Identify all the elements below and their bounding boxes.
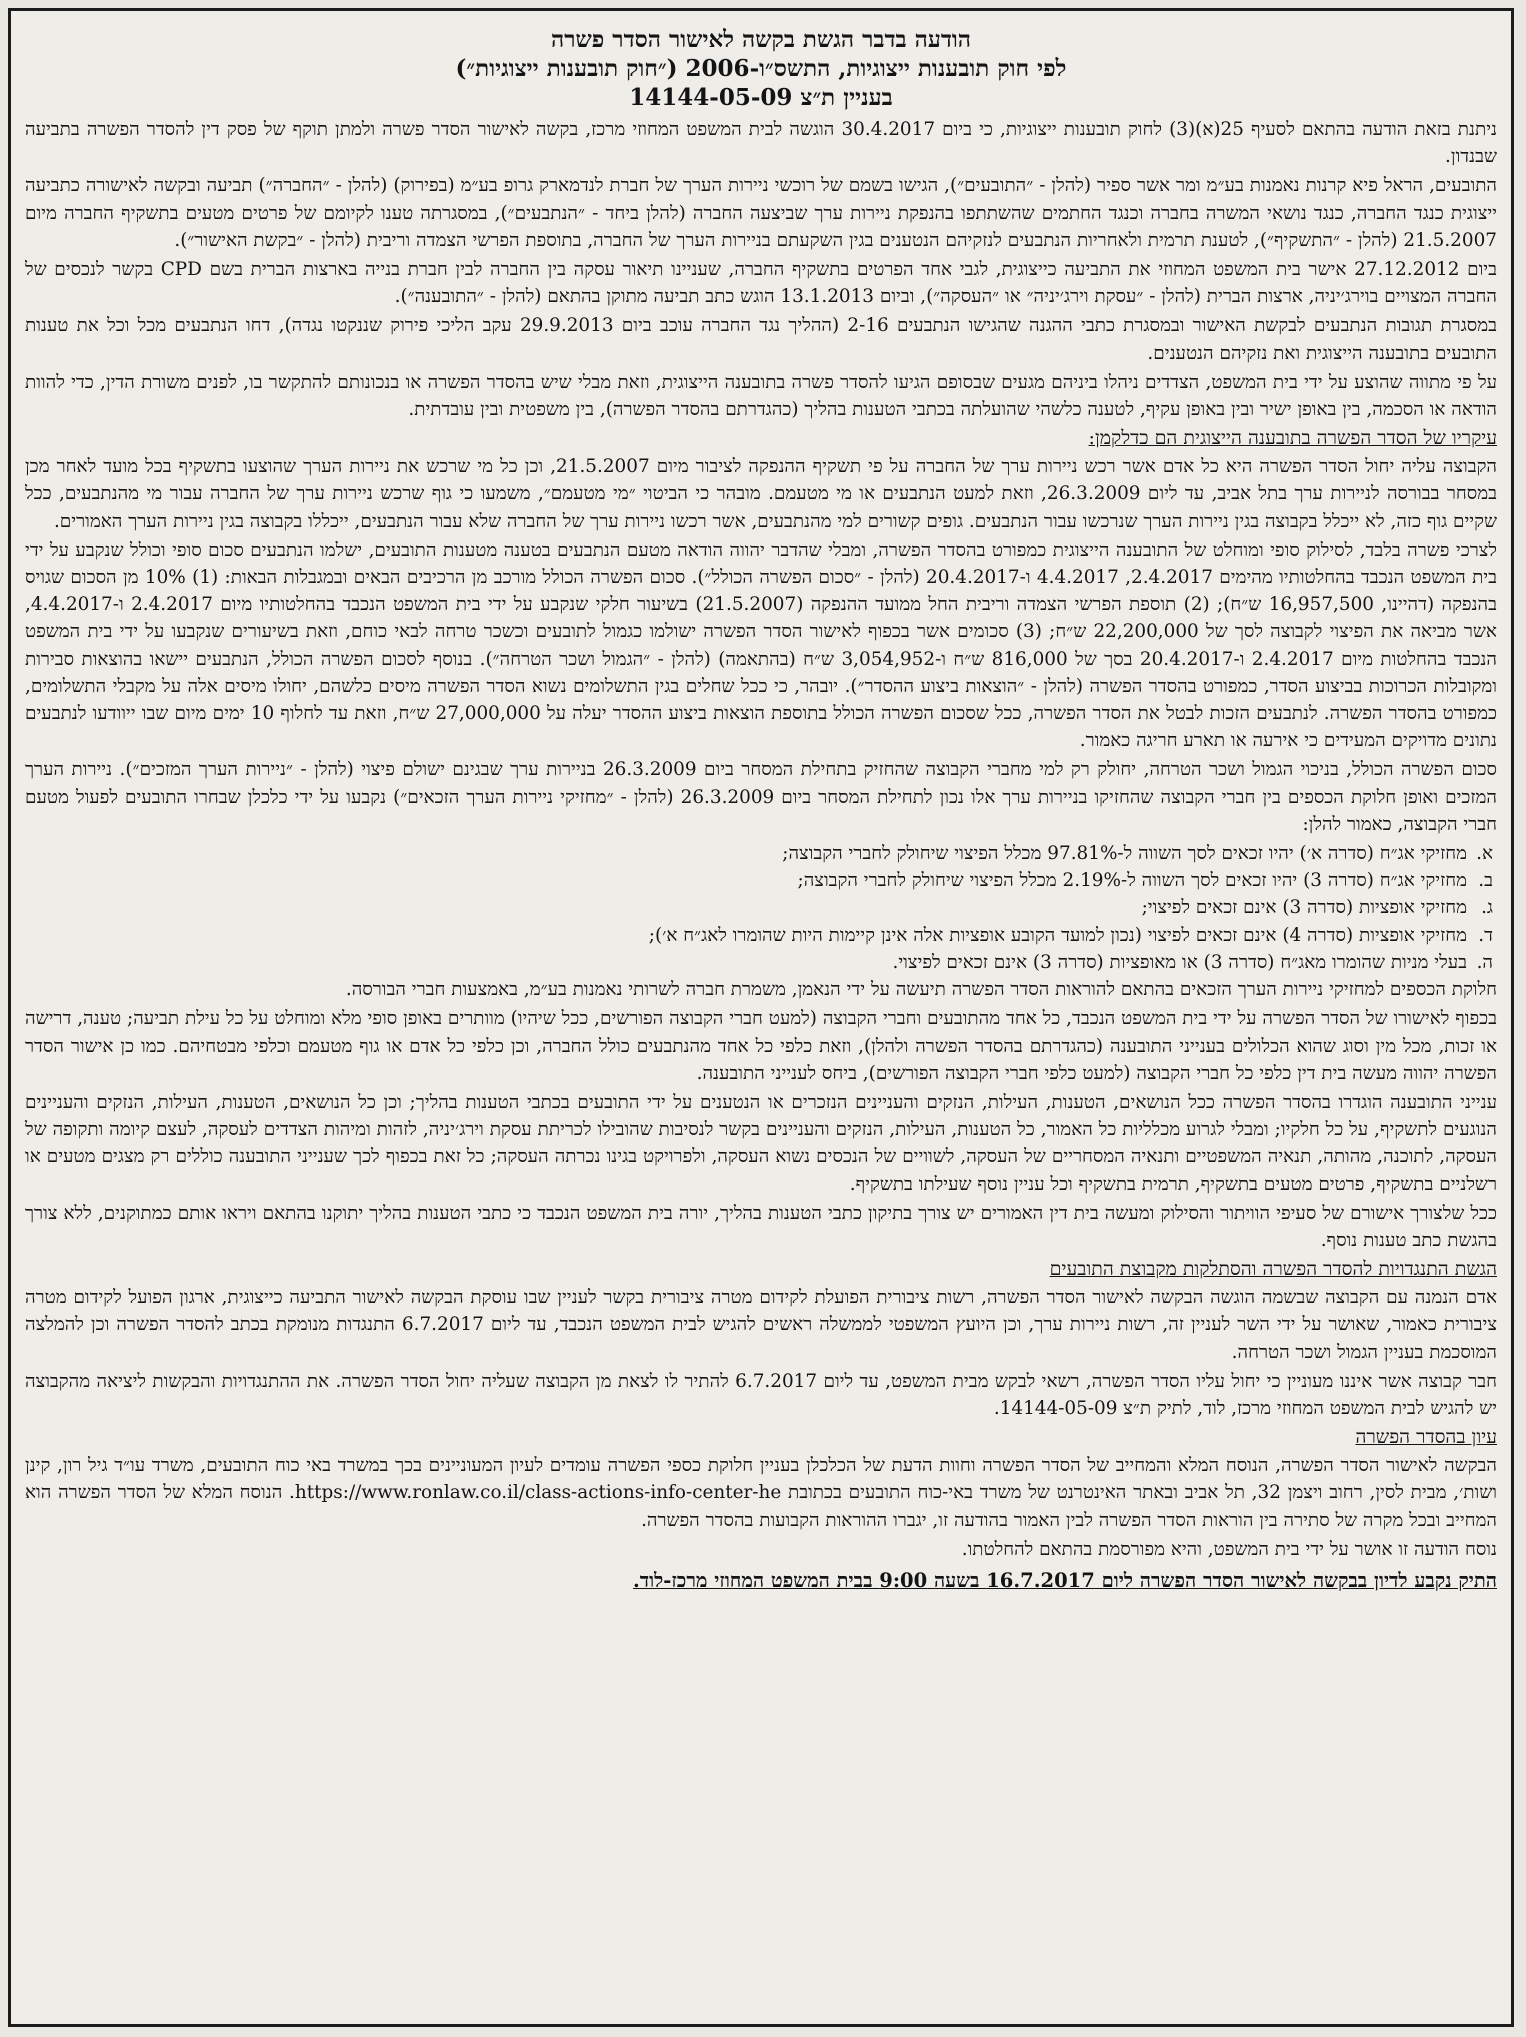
paragraph-opt-out: חבר קבוצה אשר איננו מעוניין כי יחול עליו הסדר הפשרה, רשאי לבקש מבית המשפט, עד ליום 6.7.2017 להתיר לו לצאת מן הקבוצה שעליה יחול הסדר הפשרה. את ההתנגדויות והבקשות ליציאה מהקבוצה יש להגיש לבית המשפט המחוזי מרכז, לוד, לתיק ת״צ 14144-05-09. <box>25 1370 1497 1419</box>
paragraph-waiver: בכפוף לאישורו של הסדר הפשרה על ידי בית המשפט הנכבד, כל אחד מהתובעים וחברי הקבוצה (למעט חברי הקבוצה הפורשים, ככל שיהיו) מוותרים באופן סופי מלא ומוחלט על כל עילת תביעה; טענה, דרישה או זכות, מכל מין וסוג שהוא הכלולים בענייני התובענה (כהגדרתם בהסדר הפשרה ולהלן), וזאת כלפי כל אחד מהנתבעים כולל החברה, וכן כלפי כל אדם או גוף מטעמם וכלפי מבטחיהם. כמו כן אישור הסדר הפשרה יהווה מעשה בית דין כלפי כל חברי הקבוצה (למעט כלפי חברי הקבוצה הפורשים), ביחס לענייני התובענה. <box>25 1008 1497 1084</box>
hearing-date-notice: התיק נקבע לדיון בבקשה לאישור הסדר הפשרה ליום 16.7.2017 בשעה 9:00 בבית המשפט המחוזי מרכז-לוד. <box>633 1568 1497 1592</box>
clause-mark: א. <box>1476 843 1493 865</box>
paragraph-objections: אדם הנמנה עם הקבוצה שבשמה הוגשה הבקשה לאישור הסדר הפשרה, רשות ציבורית הפועלת לקידום מטרה ציבורית בקשר לעניין שבו עוסקת הבקשה לאישור התביעה כייצוגית, ארגון הפועל לקידום מטרה ציבורית כאמור, שאושר על ידי השר לעניין זה, רשות ניירות ערך, וכן היועץ המשפטי לממשלה ראשים להגיש לבית המשפט הנכבד, עד ליום 6.7.2017 התנגדות מנומקת בכתב להסדר הפשרה וכן להמלצה המוסכמת בעניין הגמול ושכר הטרחה. <box>25 1287 1497 1363</box>
paragraph-pleadings-amendment: ככל שלצורך אישורם של סעיפי הוויתור והסילוק ומעשה בית דין האמורים יש צורך בתיקון כתבי הטענות בהליך, יורה בית המשפט הנכבד כי כתבי הטענות בהליך יתוקנו בהתאם ויראו אותם כמתוקנים, ללא צורך בהגשת כתב טענות נוסף. <box>25 1202 1497 1251</box>
paragraph-defense: במסגרת תגובות הנתבעים לבקשת האישור ובמסגרת כתבי ההגנה שהגישו הנתבעים 2-16 (ההליך נגד החברה עוכב ביום 29.9.2013 עקב הליכי פירוק שננקטו נגדה), דחו הנתבעים מכל וכל את טענות התובעים בתובענה הייצוגית ואת נזקיהם הנטענים. <box>25 315 1498 364</box>
clause-text: בעלי מניות שהומרו מאג״ח (סדרה 3) או מאופציות (סדרה 3) אינם זכאים לפיצוי. <box>892 951 1467 973</box>
notice-title: הודעה בדבר הגשת בקשה לאישור הסדר פשרה <box>550 26 972 53</box>
court-notice-page <box>8 8 1514 2027</box>
paragraph-settlement-outline: על פי מתווה שהוצע על ידי בית המשפט, הצדדים ניהלו ביניהם מגעים שבסופם הגיעו להסדר פשרה בתובענה הייצוגית, וזאת מבלי שיש בהסדר הפשרה או בנכונותם להתקשר בו, לפנים משורת הדין, כדי להוות הודאה או הסכמה, בין באופן ישיר ובין באופן עקיף, לטענה כלשהי שהועלתה בכתבי הטענות בהליך (כהגדרתם בהסדר הפשרה), בין משפטית ובין עובדתית. <box>25 371 1497 421</box>
clause-text: מחזיקי אג״ח (סדרה 3) יהיו זכאים לסך השווה ל-2.19% מכלל הפיצוי שיחולק לחברי הקבוצה; <box>797 870 1467 892</box>
clause-mark: ב. <box>1478 870 1493 892</box>
clause-text: מחזיקי אופציות (סדרה 4) אינם זכאים לפיצוי (נכון למועד הקובע אופציות אלה אינן קיימות היות שהומרו לאג״ח א׳); <box>648 924 1467 946</box>
notice-subtitle: לפי חוק תובענות ייצוגיות, התשס״ו-2006 (״חוק תובענות ייצוגיות״) <box>455 55 1067 82</box>
list-item <box>25 867 1497 894</box>
clause-mark: ד. <box>1478 924 1493 946</box>
distribution-clauses <box>25 840 1497 976</box>
case-number: בעניין ת״צ 14144-05-09 <box>629 84 893 111</box>
paragraph-settlement-amount: לצרכי פשרה בלבד, לסילוק סופי ומוחלט של התובענה הייצוגית כמפורט בהסדר הפשרה, ומבלי שהדבר יהווה הודאה מטעם הנתבעים בטענה מטענות התובעים, ישלמו הנתבעים סכום סופי וכולל שנקבע על ידי בית המשפט הנכבד בהחלטותיו מהימים 2.4.2017, 4.4.2017 ו-20.4.2017 (להלן - ״סכום הפשרה הכולל״). סכום הפשרה הכולל מורכב מן הרכיבים הבאים ובמגבלות הבאות: (1) 10% מן הסכום שגויס בהנפקה (דהיינו, 16,957,500 ש״ח); (2) תוספת הפרשי הצמדה וריבית החל ממועד ההנפקה (21.5.2007) בשיעור חלקי שנקבע על ידי בית המשפט הנכבד בהחלטותיו מיום 2.4.2017 ו-4.4.2017, אשר מביאה את הפיצוי לקבוצה לסך של 22,200,000 ש״ח; (3) סכומים אשר בכפוף לאישור הסדר הפשרה ישולמו כגמול לתובעים וכשכר טרחה לבאי כוחם, וזאת בשיעורים שנקבעו על ידי בית המשפט הנכבד בהחלטות מיום 2.4.2017 ו-20.4.2017 בסך של 816,000 ש״ח ו-3,054,952 ש״ח (בהתאמה) (להלן - ״הגמול ושכר הטרחה״). בנוסף לסכום הפשרה הכולל, הנתבעים יישאו בהוצאות סבירות ומקובלות הכרוכות בביצוע הסדר, כמפורט בהסדר הפשרה (להלן - ״הוצאות ביצוע ההסדר״). יובהר, כי ככל שחלים בגין התשלומים נשוא הסדר הפשרה מיסים כלשהם, יחולו מיסים אלה על מקבלי התשלומים, כמפורט בהסדר הפשרה. לנתבעים הזכות לבטל את הסדר הפשרה, ככל שסכום הפשרה הכולל בתוספת הוצאות ביצוע ההסדר יעלה על 27,000,000 ש״ח, וזאת עד לחלוף 10 ימים מיום שבו ייוודעו לנתבעים נתונים מדויקים המעידים כי אירעה או תארע חריגה כאמור. <box>25 539 1497 752</box>
clause-text: מחזיקי אופציות (סדרה 3) אינם זכאים לפיצוי; <box>1141 897 1467 919</box>
review-text: הבקשה לאישור הסדר הפשרה, הנוסח המלא והמחייב של הסדר הפשרה וחוות הדעת של הכלכלן בעניין חלוקת כספי הפשרה עומדים לעיון המעוניינים בכך במשרד באי כוח התובעים, משרד עו״ד גיל רון, קינן ושות׳, מבית לסין, רחוב ויצמן 32, תל אביב ובאתר האינטרנט של משרד באי-כוח התובעים בכתובת <box>25 1455 1497 1504</box>
section-title-settlement-terms: עיקריו של הסדר הפשרה בתובענה הייצוגית הם כדלקמן: <box>1088 427 1497 450</box>
notice-header <box>25 25 1497 112</box>
paragraph-class-definition: הקבוצה עליה יחול הסדר הפשרה היא כל אדם אשר רכש ניירות ערך של החברה על פי תשקיף ההנפקה לציבור מיום 21.5.2007, וכן כל מי שרכש את ניירות הערך שהוצעו בתשקיף בכל מועד לאחר מכן במסחר בבורסה לניירות ערך בתל אביב, עד ליום 26.3.2009, וזאת למעט הנתבעים או מי מטעמם. מובהר כי הביטוי ״מי מטעמם״, משמעו כי גוף שרכש ניירות ערך של החברה עבור מי מהנתבעים, ככל שקיים גוף כזה, לא ייכלל בקבוצה בגין ניירות הערך שנרכשו עבור הנתבעים. גופים קשורים למי מהנתבעים, אשר רכשו ניירות ערך של החברה שלא עבור הנתבעים, ייכללו בקבוצה בגין ניירות הערך האמורים. <box>25 456 1498 532</box>
website-link[interactable]: https://www.ronlaw.co.il/class-actions-info-center-he <box>294 1482 782 1504</box>
clause-text: מחזיקי אג״ח (סדרה א׳) יהיו זכאים לסך השווה ל-97.81% מכלל הפיצוי שיחולק לחברי הקבוצה; <box>782 843 1467 865</box>
clause-mark: ג. <box>1481 897 1493 919</box>
paragraph-certification: ביום 27.12.2012 אישר בית המשפט המחוזי את התביעה כייצוגית, לגבי אחד הפרטים בתשקיף החברה, שעניינו תיאור עסקה בין החברה לבין חברת בנייה בארצות הברית בשם CPD בקשר לנכסים של החברה המצויים בוירג׳יניה, ארצות הברית (להלן - ״עסקת וירג׳יניה״ או ״העסקה״), וביום 13.1.2013 הוגש כתב תביעה מתוקן בהתאם (להלן - ״התובענה״). <box>25 259 1497 308</box>
list-item <box>25 894 1497 921</box>
paragraph-intro: ניתנת בזאת הודעה בהתאם לסעיף 25(א)(3) לחוק תובענות ייצוגיות, כי ביום 30.4.2017 הוגשה לבית המשפט המחוזי מרכז, בקשה לאישור הסדר פשרה ולמתן תוקף של פסק דין להסדר הפשרה בתביעה שבנדון. <box>25 119 1497 168</box>
list-item <box>25 922 1497 949</box>
binding-version-text: הנוסח המלא של הסדר הפשרה הוא המחייב ובכל מקרה של סתירה בין הוראות הסדר הפשרה לבין האמור בהודעה זו, יגברו ההוראות הקבועות בהסדר הפשרה. <box>25 1482 1497 1531</box>
paragraph-plaintiffs: התובעים, הראל פיא קרנות נאמנות בע״מ ומר אשר ספיר (להלן - ״התובעים״), הגישו בשמם של רוכשי ניירות הערך של חברת לנדמארק גרופ בע״מ (בפירוק) (להלן - ״החברה״) תביעה ובקשה לאישורה כתביעה ייצוגית כנגד החברה, כנגד נושאי המשרה בחברה וכנגד החתמים שהשתתפו בהנפקת ניירות ערך שביצעה החברה (להלן ביחד - ״הנתבעים״), במסגרתה טענו לקיומם של פרטים מטעים בתשקיף החברה מיום 21.5.2007 (להלן - ״התשקיף״), לטענת תרמית ולאחריות הנתבעים לנזקיהם הנטענים בגין השקעתם בניירות הערך של החברה, בתוספת הפרשי הצמדה וריבית (להלן - ״בקשת האישור״). <box>25 175 1497 251</box>
paragraph-approval: נוסח הודעה זו אושר על ידי בית המשפט, והיא מפורסמת בהתאם להחלטתו. <box>961 1538 1497 1560</box>
clause-mark: ה. <box>1476 951 1493 973</box>
list-item <box>25 949 1497 976</box>
paragraph-review-location: הבקשה לאישור הסדר הפשרה, הנוסח המלא והמחייב של הסדר הפשרה וחוות הדעת של הכלכלן בעניין חלוקת כספי הפשרה עומדים לעיון המעוניינים בכך במשרד באי כוח התובעים, משרד עו״ד גיל רון, קינן ושות׳, מבית לסין, רחוב ויצמן 32, תל אביב ובאתר האינטרנט של משרד באי-כוח התובעים בכתובת https://www.ronlaw.co.il/class-actions-info-center-he. הנוסח המלא של הסדר הפשרה הוא המחייב ובכל מקרה של סתירה בין הוראות הסדר הפשרה לבין האמור בהודעה זו, יגברו ההוראות הקבועות בהסדר הפשרה. <box>25 1455 1497 1531</box>
paragraph-matters-defined: ענייני התובענה הוגדרו בהסדר הפשרה ככל הנושאים, הטענות, העילות, הנזקים והעניינים הנזכרים או הנטענים על ידי התובעים בכתבי הטענות בהליך; וכן כל הנושאים, הטענות, העילות, הנזקים והעניינים הנוגעים לתשקיף, על כל חלקיו; ומבלי לגרוע מכלליות כל האמור, כל הטענות, העילות, הנזקים והעניינים בקשר לנסיבות שהובילו לכריתת עסקת וירג׳יניה, לזהות ומיהות הצדדים לעסקה, לעצם קיומה ותקופה של העסקה, לתוכנה, מהותה, תנאיה המשפטיים ותנאיה המסחריים של העסקה, לשוויים של הנכסים נשוא העסקה, ולפרויקט בגינו נכרתה העסקה; כל זאת בכפוף לכך שענייני התובענה כוללים רק מצגים מטעים או רשלניים בתשקיף, פרטים מטעים בתשקיף, תרמית בתשקיף וכל עניין נוסף שעילתו בתשקיף. <box>25 1091 1497 1195</box>
section-title-review: עיון בהסדר הפשרה <box>1355 1426 1497 1449</box>
paragraph-distribution: סכום הפשרה הכולל, בניכוי הגמול ושכר הטרחה, יחולק רק למי מחברי הקבוצה שהחזיק בתחילת המסחר ביום 26.3.2009 בניירות ערך שבגינם ישולם פיצוי (להלן - ״ניירות הערך המזכים״). ניירות הערך המזכים ואופן חלוקת הכספים בין חברי הקבוצה שהחזיקו בניירות ערך אלו נכון לתחילת המסחר ביום 26.3.2009 (להלן - ״מחזיקי ניירות הערך הזכאים״) נקבעו על ידי כלכלן שבחרו התובעים לפעול מטעם חברי הקבוצה, כאמור להלן: <box>25 759 1497 835</box>
section-title-objections: הגשת התנגדויות להסדר הפשרה והסתלקות מקבוצת התובעים <box>1049 1258 1497 1281</box>
paragraph-trustee: חלוקת הכספים למחזיקי ניירות הערך הזכאים בהתאם להוראות הסדר הפשרה תיעשה על ידי הנאמן, משמרת חברה לשרותי נאמנות בע״מ, באמצעות חברי הבורסה. <box>345 979 1497 1001</box>
list-item <box>25 840 1497 867</box>
